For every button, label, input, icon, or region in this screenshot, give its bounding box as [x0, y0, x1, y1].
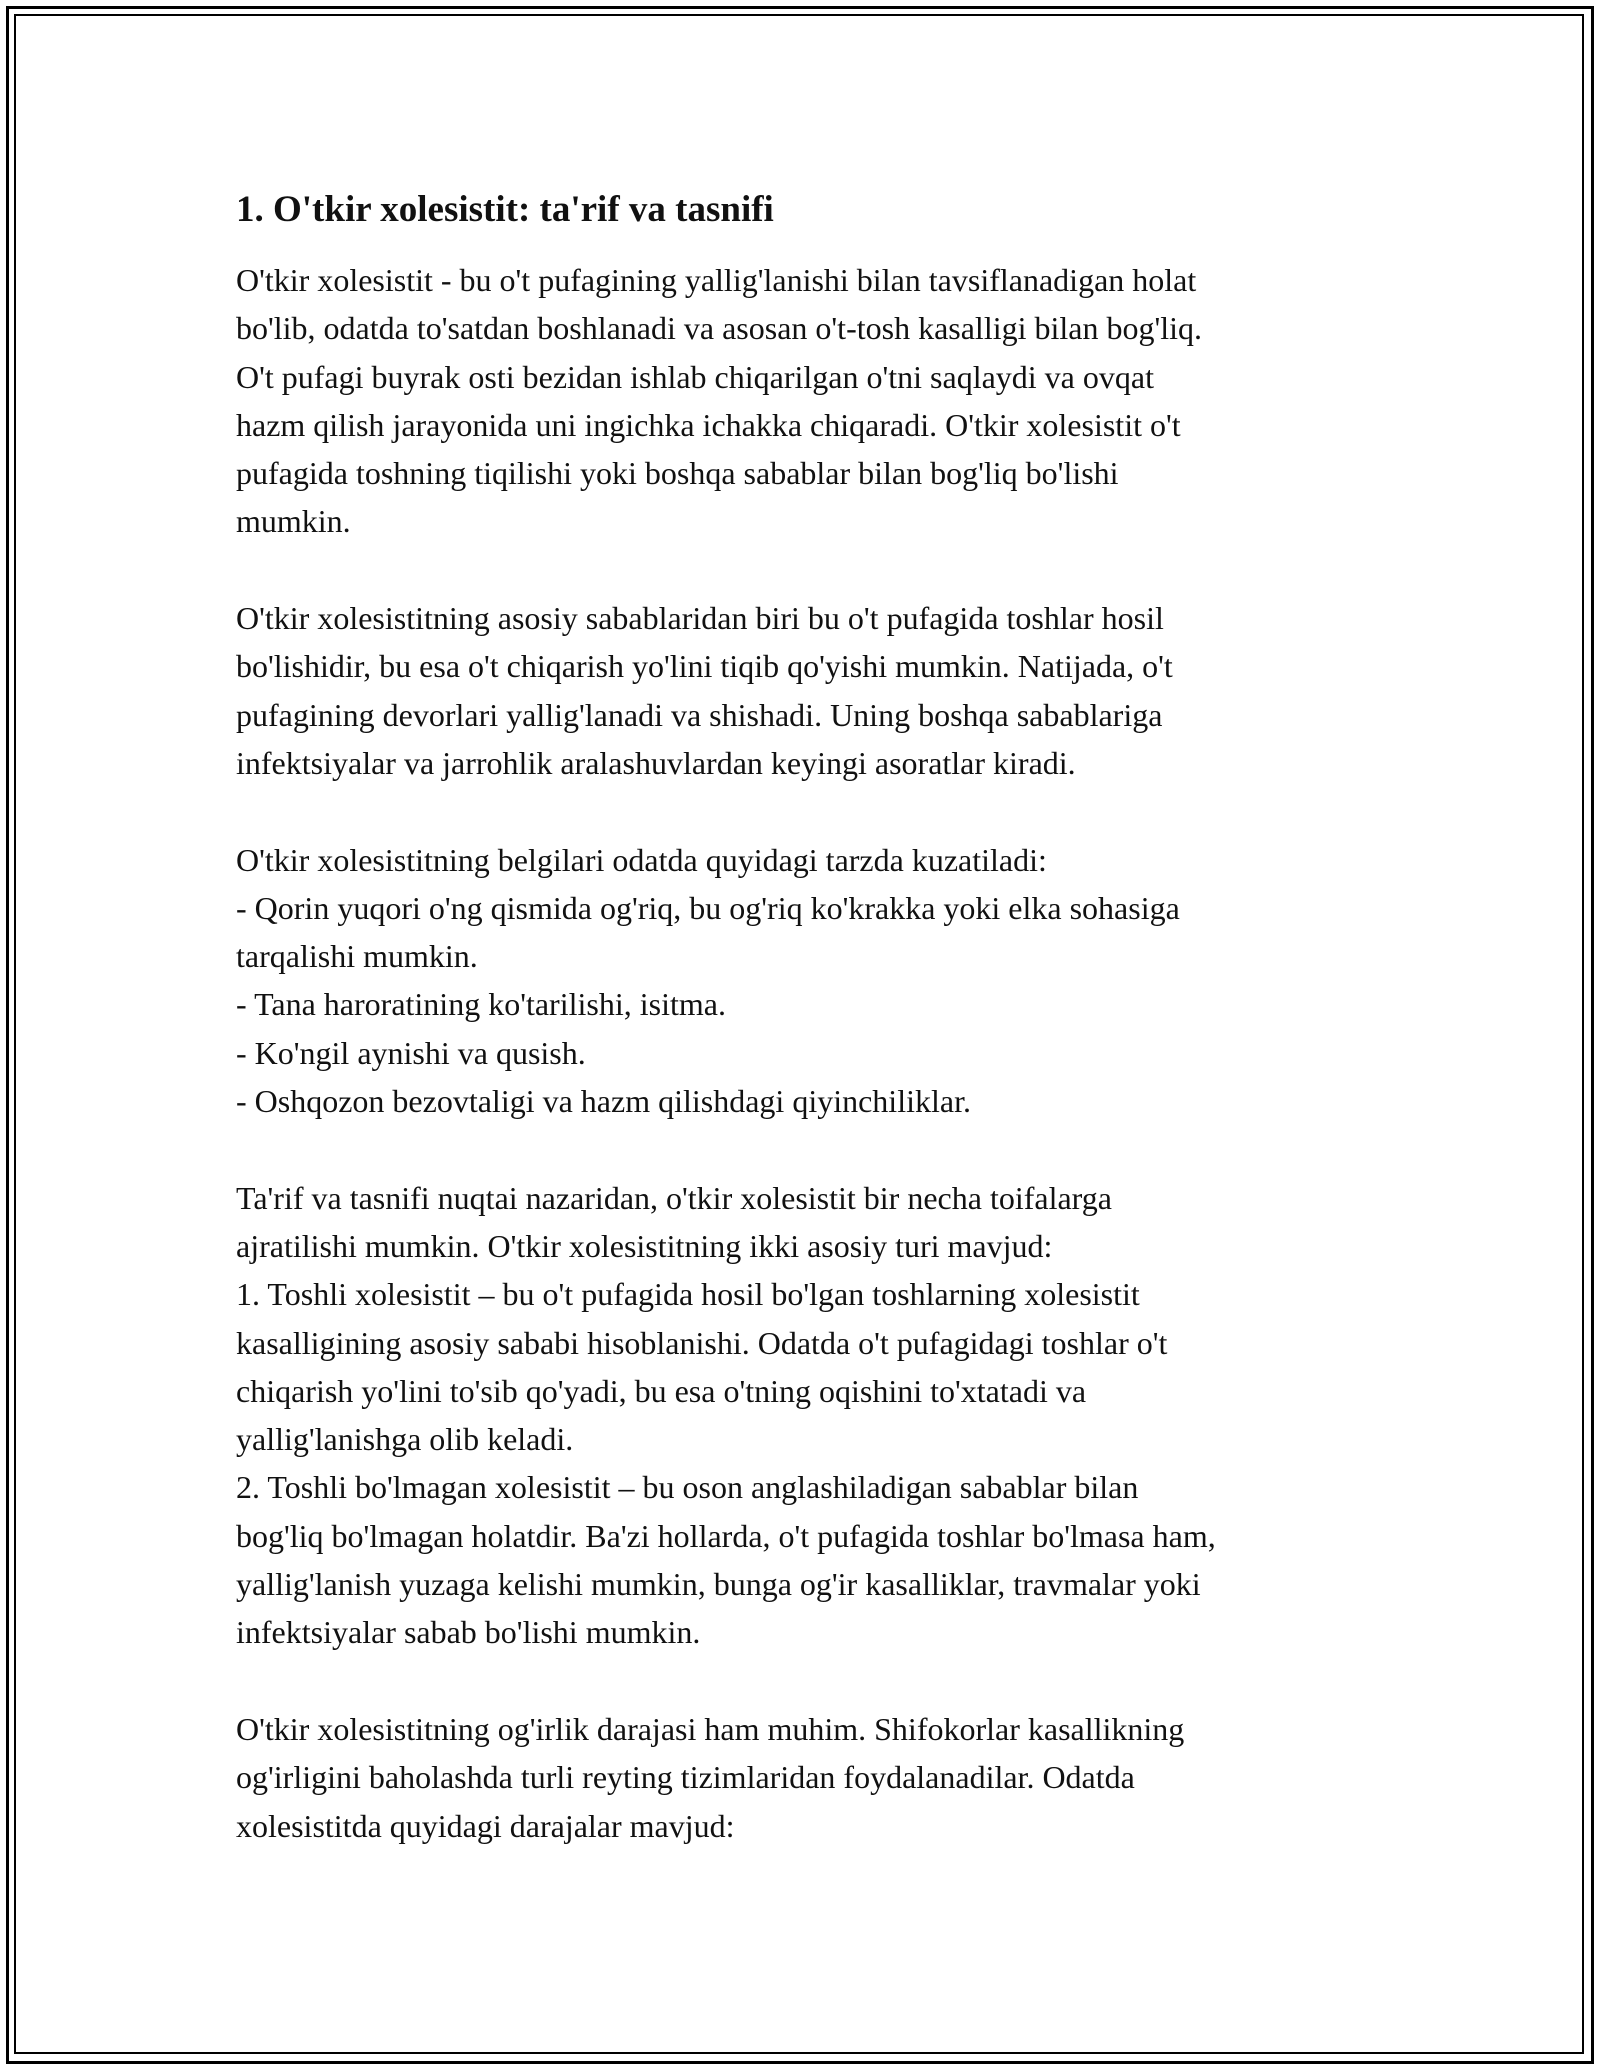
text-line: tarqalishi mumkin. — [236, 938, 478, 975]
paragraph-causes — [236, 594, 1376, 787]
text-line: yallig'lanish yuzaga kelishi mumkin, bunga og'ir kasalliklar, travmalar yoki — [236, 1566, 1201, 1603]
text-line: bog'liq bo'lmagan holatdir. Ba'zi hollarda, o't pufagida toshlar bo'lmasa ham, — [236, 1517, 1216, 1554]
list-item: - Ko'ngil aynishi va qusish. — [236, 1034, 586, 1071]
list-item: 1. Toshli xolesistit – bu o't pufagida hosil bo'lgan toshlarning xolesistit — [236, 1276, 1140, 1313]
paragraph-symptoms — [236, 836, 1376, 1126]
text-line: pufagida toshning tiqilishi yoki boshqa sabablar bilan bog'liq bo'lishi — [236, 455, 1119, 492]
list-item: - Oshqozon bezovtaligi va hazm qilishdagi qiyinchiliklar. — [236, 1083, 971, 1120]
list-item: - Qorin yuqori o'ng qismida og'riq, bu og'riq ko'krakka yoki elka sohasiga — [236, 889, 1180, 926]
list-item: 2. Toshli bo'lmagan xolesistit – bu oson anglashiladigan sabablar bilan — [236, 1469, 1139, 1506]
text-line: O'tkir xolesistitning belgilari odatda quyidagi tarzda kuzatiladi: — [236, 841, 1047, 878]
section-heading: 1. O'tkir xolesistit: ta'rif va tasnifi — [236, 189, 774, 230]
document-body — [236, 186, 1376, 1898]
text-line: og'irligini baholashda turli reyting tizimlaridan foydalanadilar. Odatda — [236, 1759, 1135, 1796]
text-line: ajratilishi mumkin. O'tkir xolesistitning ikki asosiy turi mavjud: — [236, 1227, 1053, 1264]
paragraph-severity — [236, 1705, 1376, 1850]
text-line: O't pufagi buyrak osti bezidan ishlab chiqarilgan o'tni saqlaydi va ovqat — [236, 358, 1154, 395]
text-line: kasalligining asosiy sababi hisoblanishi. Odatda o't pufagidagi toshlar o't — [236, 1324, 1168, 1361]
text-line: xolesistitda quyidagi darajalar mavjud: — [236, 1807, 735, 1844]
text-line: O'tkir xolesistitning asosiy sabablaridan biri bu o't pufagida toshlar hosil — [236, 600, 1164, 637]
text-line: bo'lishidir, bu esa o't chiqarish yo'lini tiqib qo'yishi mumkin. Natijada, o't — [236, 648, 1173, 685]
text-line: bo'lib, odatda to'satdan boshlanadi va asosan o't-tosh kasalligi bilan bog'liq. — [236, 310, 1203, 347]
text-line: O'tkir xolesistitning og'irlik darajasi ham muhim. Shifokorlar kasallikning — [236, 1710, 1185, 1747]
text-line: chiqarish yo'lini to'sib qo'yadi, bu esa o'tning oqishini to'xtatadi va — [236, 1372, 1087, 1409]
text-line: yallig'lanishga olib keladi. — [236, 1421, 574, 1458]
text-line: pufagining devorlari yallig'lanadi va shishadi. Uning boshqa sabablariga — [236, 696, 1163, 733]
list-item: - Tana haroratining ko'tarilishi, isitma. — [236, 986, 726, 1023]
text-line: mumkin. — [236, 503, 351, 540]
text-line: infektsiyalar sabab bo'lishi mumkin. — [236, 1614, 701, 1651]
paragraph-definition — [236, 256, 1376, 546]
paragraph-classification — [236, 1174, 1376, 1657]
text-line: O'tkir xolesistit - bu o't pufagining yallig'lanishi bilan tavsiflanadigan holat — [236, 262, 1197, 298]
text-line: Ta'rif va tasnifi nuqtai nazaridan, o'tkir xolesistit bir necha toifalarga — [236, 1179, 1112, 1216]
text-line: infektsiyalar va jarrohlik aralashuvlardan keyingi asoratlar kiradi. — [236, 744, 1076, 781]
text-line: hazm qilish jarayonida uni ingichka ichakka chiqaradi. O'tkir xolesistit o't — [236, 406, 1181, 443]
